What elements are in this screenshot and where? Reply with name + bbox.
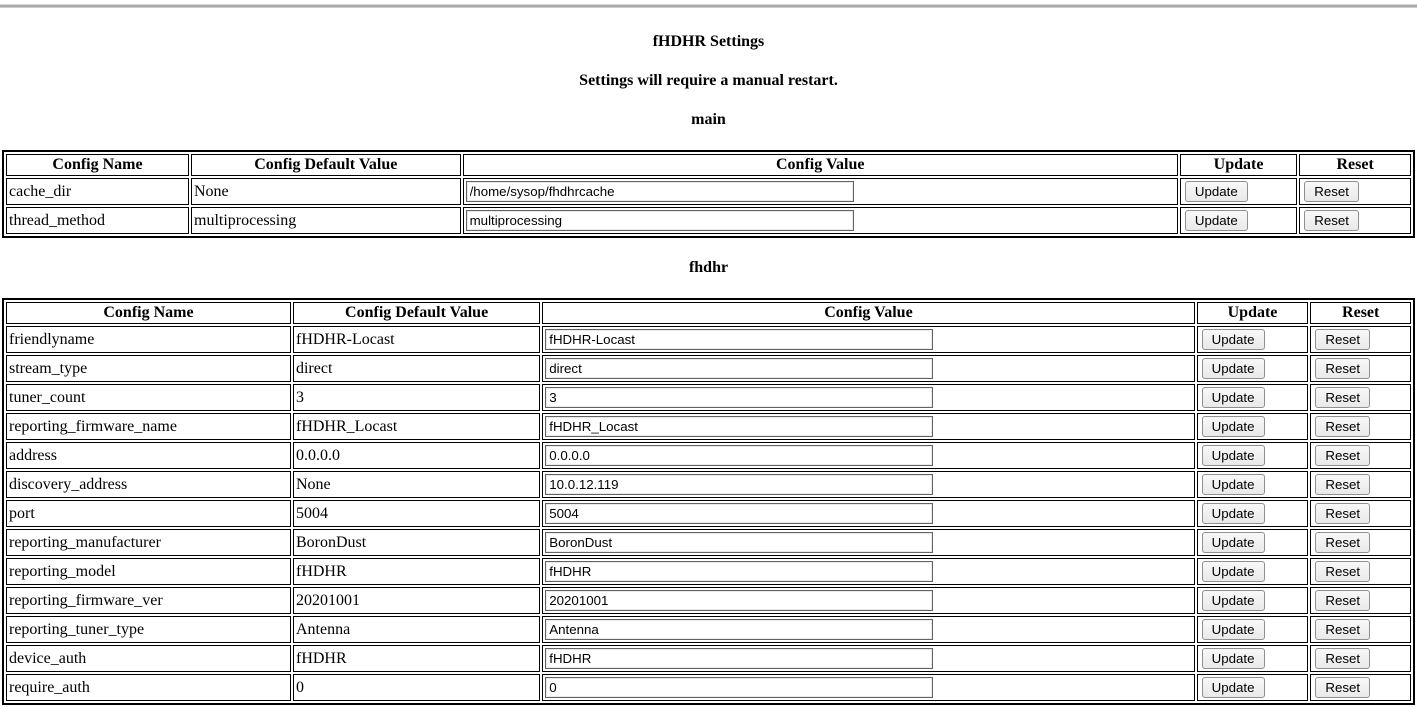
reset-button[interactable]: Reset bbox=[1315, 619, 1370, 640]
config-table-fhdhr bbox=[2, 298, 1415, 705]
config-value-cell bbox=[542, 674, 1194, 701]
config-row bbox=[6, 178, 1411, 205]
header-row bbox=[6, 302, 1411, 324]
config-value-cell bbox=[542, 616, 1194, 643]
update-cell bbox=[1197, 500, 1309, 527]
config-name-cell: reporting_firmware_name bbox=[6, 413, 291, 440]
update-cell bbox=[1197, 674, 1309, 701]
config-name-cell: tuner_count bbox=[6, 384, 291, 411]
config-value-cell bbox=[542, 384, 1194, 411]
reset-cell bbox=[1299, 178, 1411, 205]
config-default-cell: None bbox=[191, 178, 461, 205]
reset-cell bbox=[1310, 616, 1411, 643]
config-name-cell: address bbox=[6, 442, 291, 469]
config-row bbox=[6, 500, 1411, 527]
config-value-input[interactable] bbox=[545, 416, 933, 437]
config-default-cell: 0.0.0.0 bbox=[293, 442, 540, 469]
config-default-cell: fHDHR_Locast bbox=[293, 413, 540, 440]
config-default-cell: None bbox=[293, 471, 540, 498]
config-row bbox=[6, 442, 1411, 469]
config-name-cell: reporting_firmware_ver bbox=[6, 587, 291, 614]
config-name-cell: reporting_tuner_type bbox=[6, 616, 291, 643]
reset-cell bbox=[1310, 442, 1411, 469]
config-default-cell: 0 bbox=[293, 674, 540, 701]
config-default-cell: Antenna bbox=[293, 616, 540, 643]
reset-cell bbox=[1310, 355, 1411, 382]
config-default-cell: BoronDust bbox=[293, 529, 540, 556]
update-cell bbox=[1197, 442, 1309, 469]
reset-cell bbox=[1310, 471, 1411, 498]
column-header-reset: Reset bbox=[1310, 302, 1411, 324]
update-cell bbox=[1197, 471, 1309, 498]
config-value-input[interactable] bbox=[545, 677, 933, 698]
config-default-cell: direct bbox=[293, 355, 540, 382]
update-button[interactable]: Update bbox=[1202, 416, 1265, 437]
reset-cell bbox=[1310, 558, 1411, 585]
config-row bbox=[6, 355, 1411, 382]
update-cell bbox=[1180, 178, 1297, 205]
reset-button[interactable]: Reset bbox=[1304, 210, 1359, 231]
config-name-cell: cache_dir bbox=[6, 178, 189, 205]
config-row bbox=[6, 529, 1411, 556]
column-header-default-value: Config Default Value bbox=[293, 302, 540, 324]
config-default-cell: 3 bbox=[293, 384, 540, 411]
config-value-cell bbox=[542, 413, 1194, 440]
update-button[interactable]: Update bbox=[1202, 619, 1265, 640]
reset-button[interactable]: Reset bbox=[1315, 387, 1370, 408]
update-button[interactable]: Update bbox=[1202, 503, 1265, 524]
update-button[interactable]: Update bbox=[1185, 210, 1248, 231]
update-button[interactable]: Update bbox=[1202, 387, 1265, 408]
header-row bbox=[6, 154, 1411, 176]
update-cell bbox=[1197, 413, 1309, 440]
section-title-main: main bbox=[691, 111, 726, 128]
column-header-config-name: Config Name bbox=[6, 302, 291, 324]
config-name-cell: require_auth bbox=[6, 674, 291, 701]
config-name-cell: device_auth bbox=[6, 645, 291, 672]
config-value-input[interactable] bbox=[545, 532, 933, 553]
reset-button[interactable]: Reset bbox=[1315, 358, 1370, 379]
reset-button[interactable]: Reset bbox=[1315, 445, 1370, 466]
config-value-input[interactable] bbox=[545, 358, 933, 379]
reset-cell bbox=[1310, 674, 1411, 701]
config-name-cell: reporting_model bbox=[6, 558, 291, 585]
update-cell bbox=[1197, 587, 1309, 614]
update-cell bbox=[1197, 558, 1309, 585]
config-value-input[interactable] bbox=[545, 590, 933, 611]
reset-button[interactable]: Reset bbox=[1315, 648, 1370, 669]
config-row bbox=[6, 471, 1411, 498]
top-scrollbar-track[interactable] bbox=[0, 4, 1417, 8]
restart-notice: Settings will require a manual restart. bbox=[579, 72, 838, 89]
column-header-config-value: Config Value bbox=[463, 154, 1178, 176]
update-cell bbox=[1197, 384, 1309, 411]
config-value-cell bbox=[542, 471, 1194, 498]
config-value-input[interactable] bbox=[545, 619, 933, 640]
column-header-update: Update bbox=[1197, 302, 1309, 324]
config-value-input[interactable] bbox=[466, 181, 854, 202]
reset-button[interactable]: Reset bbox=[1315, 416, 1370, 437]
config-default-cell: fHDHR bbox=[293, 558, 540, 585]
reset-cell bbox=[1310, 645, 1411, 672]
config-default-cell: 5004 bbox=[293, 500, 540, 527]
config-row bbox=[6, 207, 1411, 234]
config-name-cell: thread_method bbox=[6, 207, 189, 234]
config-row bbox=[6, 587, 1411, 614]
column-header-reset: Reset bbox=[1299, 154, 1411, 176]
update-button[interactable]: Update bbox=[1202, 590, 1265, 611]
update-cell bbox=[1197, 326, 1309, 353]
reset-button[interactable]: Reset bbox=[1315, 561, 1370, 582]
config-name-cell: reporting_manufacturer bbox=[6, 529, 291, 556]
update-cell bbox=[1180, 207, 1297, 234]
config-row bbox=[6, 645, 1411, 672]
config-name-cell: port bbox=[6, 500, 291, 527]
config-value-cell bbox=[463, 207, 1178, 234]
reset-button[interactable]: Reset bbox=[1315, 329, 1370, 350]
config-value-input[interactable] bbox=[545, 474, 933, 495]
update-button[interactable]: Update bbox=[1202, 445, 1265, 466]
update-cell bbox=[1197, 529, 1309, 556]
update-button[interactable]: Update bbox=[1202, 532, 1265, 553]
config-value-cell bbox=[542, 500, 1194, 527]
config-row bbox=[6, 384, 1411, 411]
update-button[interactable]: Update bbox=[1185, 181, 1248, 202]
config-name-cell: friendlyname bbox=[6, 326, 291, 353]
update-button[interactable]: Update bbox=[1202, 561, 1265, 582]
column-header-config-value: Config Value bbox=[542, 302, 1194, 324]
config-value-input[interactable] bbox=[545, 648, 933, 669]
config-value-input[interactable] bbox=[545, 561, 933, 582]
reset-button[interactable]: Reset bbox=[1315, 677, 1370, 698]
config-value-input[interactable] bbox=[545, 503, 933, 524]
reset-cell bbox=[1310, 500, 1411, 527]
config-row bbox=[6, 674, 1411, 701]
update-button[interactable]: Update bbox=[1202, 648, 1265, 669]
reset-cell bbox=[1310, 413, 1411, 440]
config-row bbox=[6, 413, 1411, 440]
config-value-input[interactable] bbox=[545, 329, 933, 350]
config-default-cell: multiprocessing bbox=[191, 207, 461, 234]
config-value-cell bbox=[542, 558, 1194, 585]
update-cell bbox=[1197, 616, 1309, 643]
reset-button[interactable]: Reset bbox=[1315, 532, 1370, 553]
reset-cell bbox=[1310, 587, 1411, 614]
column-header-config-name: Config Name bbox=[6, 154, 189, 176]
reset-cell bbox=[1310, 529, 1411, 556]
reset-cell bbox=[1299, 207, 1411, 234]
config-value-cell bbox=[542, 442, 1194, 469]
config-name-cell: stream_type bbox=[6, 355, 291, 382]
config-row bbox=[6, 616, 1411, 643]
config-default-cell: fHDHR-Locast bbox=[293, 326, 540, 353]
section-title-fhdhr: fhdhr bbox=[688, 259, 729, 276]
config-value-cell bbox=[542, 355, 1194, 382]
update-button[interactable]: Update bbox=[1202, 358, 1265, 379]
config-table-main bbox=[2, 150, 1415, 238]
config-value-input[interactable] bbox=[466, 210, 854, 231]
config-value-cell bbox=[542, 587, 1194, 614]
column-header-default-value: Config Default Value bbox=[191, 154, 461, 176]
config-value-cell bbox=[542, 645, 1194, 672]
config-value-cell bbox=[542, 326, 1194, 353]
config-row bbox=[6, 558, 1411, 585]
config-value-cell bbox=[463, 178, 1178, 205]
config-default-cell: 20201001 bbox=[293, 587, 540, 614]
update-cell bbox=[1197, 355, 1309, 382]
config-value-cell bbox=[542, 529, 1194, 556]
update-button[interactable]: Update bbox=[1202, 474, 1265, 495]
config-value-input[interactable] bbox=[545, 387, 933, 408]
config-row bbox=[6, 326, 1411, 353]
reset-button[interactable]: Reset bbox=[1315, 503, 1370, 524]
reset-button[interactable]: Reset bbox=[1315, 474, 1370, 495]
page-title: fHDHR Settings bbox=[652, 33, 765, 50]
reset-button[interactable]: Reset bbox=[1304, 181, 1359, 202]
reset-cell bbox=[1310, 384, 1411, 411]
update-button[interactable]: Update bbox=[1202, 329, 1265, 350]
config-value-input[interactable] bbox=[545, 445, 933, 466]
column-header-update: Update bbox=[1180, 154, 1297, 176]
reset-button[interactable]: Reset bbox=[1315, 590, 1370, 611]
config-default-cell: fHDHR bbox=[293, 645, 540, 672]
update-cell bbox=[1197, 645, 1309, 672]
reset-cell bbox=[1310, 326, 1411, 353]
config-name-cell: discovery_address bbox=[6, 471, 291, 498]
update-button[interactable]: Update bbox=[1202, 677, 1265, 698]
